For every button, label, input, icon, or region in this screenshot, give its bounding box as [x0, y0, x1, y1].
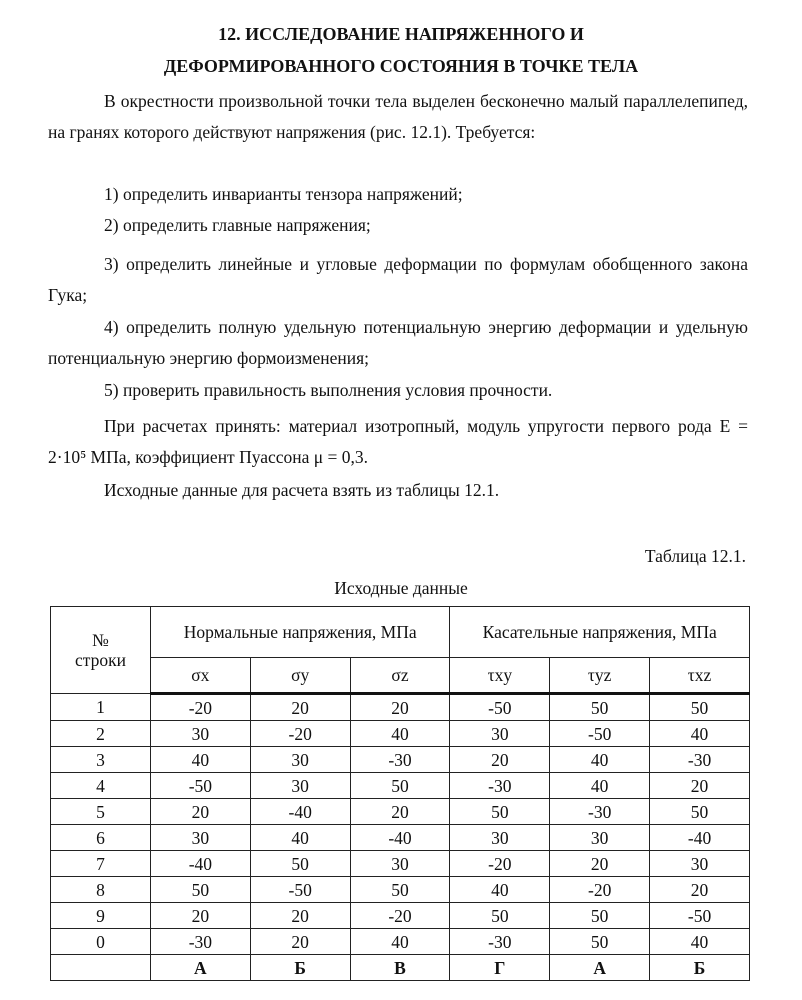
footer-cell: В — [350, 955, 450, 981]
table-cell: -30 — [650, 747, 750, 773]
table-cell: 50 — [550, 903, 650, 929]
table-row — [51, 721, 750, 747]
table-row — [51, 877, 750, 903]
table-cell: 50 — [350, 877, 450, 903]
table-cell: 30 — [150, 721, 250, 747]
table-cell: -50 — [450, 694, 550, 721]
table-cell: -30 — [450, 773, 550, 799]
table-cell: 40 — [650, 929, 750, 955]
column-header-sigma-x: σx — [150, 658, 250, 694]
table-footer-row — [51, 955, 750, 981]
table-cell: -30 — [550, 799, 650, 825]
table-cell: -40 — [650, 825, 750, 851]
table-cell: 20 — [150, 799, 250, 825]
table-cell: 5 — [51, 799, 151, 825]
table-cell: 40 — [350, 721, 450, 747]
table-cell: 20 — [250, 903, 350, 929]
table-cell: -20 — [250, 721, 350, 747]
table-cell: 50 — [250, 851, 350, 877]
table-cell: -30 — [350, 747, 450, 773]
table-row — [51, 825, 750, 851]
column-header-tau-yz: τyz — [550, 658, 650, 694]
table-cell: -20 — [450, 851, 550, 877]
item-5: 5) проверить правильность выполнения условия прочности. — [104, 380, 553, 400]
table-cell: -50 — [650, 903, 750, 929]
column-header-sigma-y: σy — [250, 658, 350, 694]
table-cell: 40 — [650, 721, 750, 747]
table-label: Таблица 12.1. — [644, 546, 746, 566]
table-cell: 8 — [51, 877, 151, 903]
table-cell: 50 — [450, 799, 550, 825]
column-header-tau-xy: τxy — [450, 658, 550, 694]
table-caption: Исходные данные — [334, 578, 468, 598]
item-3: 3) определить линейные и угловые деформации по формулам обобщенного закона Гука; — [48, 254, 748, 305]
table-row — [51, 694, 750, 721]
table-cell: 50 — [650, 694, 750, 721]
table-cell: -50 — [550, 721, 650, 747]
table-cell: 30 — [250, 747, 350, 773]
table-cell: 30 — [250, 773, 350, 799]
table-cell: 20 — [550, 851, 650, 877]
shear-stress-header: Касательные напряжения, МПа — [450, 607, 750, 658]
table-cell: 40 — [150, 747, 250, 773]
table-cell: 50 — [150, 877, 250, 903]
footer-cell: А — [550, 955, 650, 981]
table-cell: -20 — [550, 877, 650, 903]
item-1: 1) определить инварианты тензора напряжений; — [104, 184, 463, 204]
column-header-sigma-z: σz — [350, 658, 450, 694]
table-row — [51, 903, 750, 929]
table-cell: -40 — [250, 799, 350, 825]
table-cell: 50 — [550, 929, 650, 955]
normal-stress-header: Нормальные напряжения, МПа — [150, 607, 449, 658]
table-cell: -20 — [150, 694, 250, 721]
table-cell: -50 — [250, 877, 350, 903]
table-cell: 50 — [450, 903, 550, 929]
calc-note: При расчетах принять: материал изотропный, модуль упругости первого рода E = 2·10⁵ МПа, коэффициент Пуассона μ = 0,3. — [48, 416, 748, 467]
table-row — [51, 773, 750, 799]
table-cell: 20 — [150, 903, 250, 929]
intro-paragraph: В окрестности произвольной точки тела выделен бесконечно малый параллелепипед, на гранях которого действуют напряжения (рис. 12.1). Требуется: — [48, 91, 748, 142]
footer-cell: Г — [450, 955, 550, 981]
table-cell: -40 — [350, 825, 450, 851]
footer-cell: А — [150, 955, 250, 981]
table-cell: 30 — [450, 825, 550, 851]
table-cell: 40 — [350, 929, 450, 955]
table-cell: 30 — [450, 721, 550, 747]
table-cell: 40 — [550, 747, 650, 773]
table-cell: -30 — [450, 929, 550, 955]
table-cell: -30 — [150, 929, 250, 955]
row-number-header: № строки — [51, 607, 151, 694]
table-cell: 20 — [650, 877, 750, 903]
table-cell: 20 — [450, 747, 550, 773]
table-cell: 20 — [350, 799, 450, 825]
data-table — [50, 606, 750, 981]
table-cell: 40 — [250, 825, 350, 851]
table-cell: 20 — [250, 694, 350, 721]
table-cell: 6 — [51, 825, 151, 851]
table-cell: 20 — [650, 773, 750, 799]
table-cell: 9 — [51, 903, 151, 929]
table-cell: 40 — [450, 877, 550, 903]
table-cell: 7 — [51, 851, 151, 877]
table-cell: 0 — [51, 929, 151, 955]
table-row — [51, 851, 750, 877]
item-2: 2) определить главные напряжения; — [104, 215, 371, 235]
table-cell: 3 — [51, 747, 151, 773]
title-line-2: ДЕФОРМИРОВАННОГО СОСТОЯНИЯ В ТОЧКЕ ТЕЛА — [163, 56, 639, 76]
table-cell: 20 — [350, 694, 450, 721]
table-cell: 30 — [550, 825, 650, 851]
table-cell: -50 — [150, 773, 250, 799]
title-line-1: 12. ИССЛЕДОВАНИЕ НАПРЯЖЕННОГО И — [218, 24, 584, 44]
footer-cell: Б — [650, 955, 750, 981]
table-cell: 2 — [51, 721, 151, 747]
table-cell: 30 — [350, 851, 450, 877]
item-4: 4) определить полную удельную потенциальную энергию деформации и удельную потенциальную энергию формоизменения; — [48, 317, 748, 368]
table-cell: 40 — [550, 773, 650, 799]
table-cell: 50 — [350, 773, 450, 799]
table-row — [51, 747, 750, 773]
table-cell: 30 — [650, 851, 750, 877]
table-row — [51, 929, 750, 955]
source-note: Исходные данные для расчета взять из таблицы 12.1. — [104, 480, 500, 500]
table-cell: 50 — [650, 799, 750, 825]
footer-cell: Б — [250, 955, 350, 981]
table-cell: -20 — [350, 903, 450, 929]
column-header-tau-xz: τxz — [650, 658, 750, 694]
table-row — [51, 799, 750, 825]
table-cell: 4 — [51, 773, 151, 799]
table-cell: 20 — [250, 929, 350, 955]
table-cell: 30 — [150, 825, 250, 851]
table-cell: 50 — [550, 694, 650, 721]
table-cell: -40 — [150, 851, 250, 877]
table-cell: 1 — [51, 694, 151, 721]
footer-cell — [51, 955, 151, 981]
